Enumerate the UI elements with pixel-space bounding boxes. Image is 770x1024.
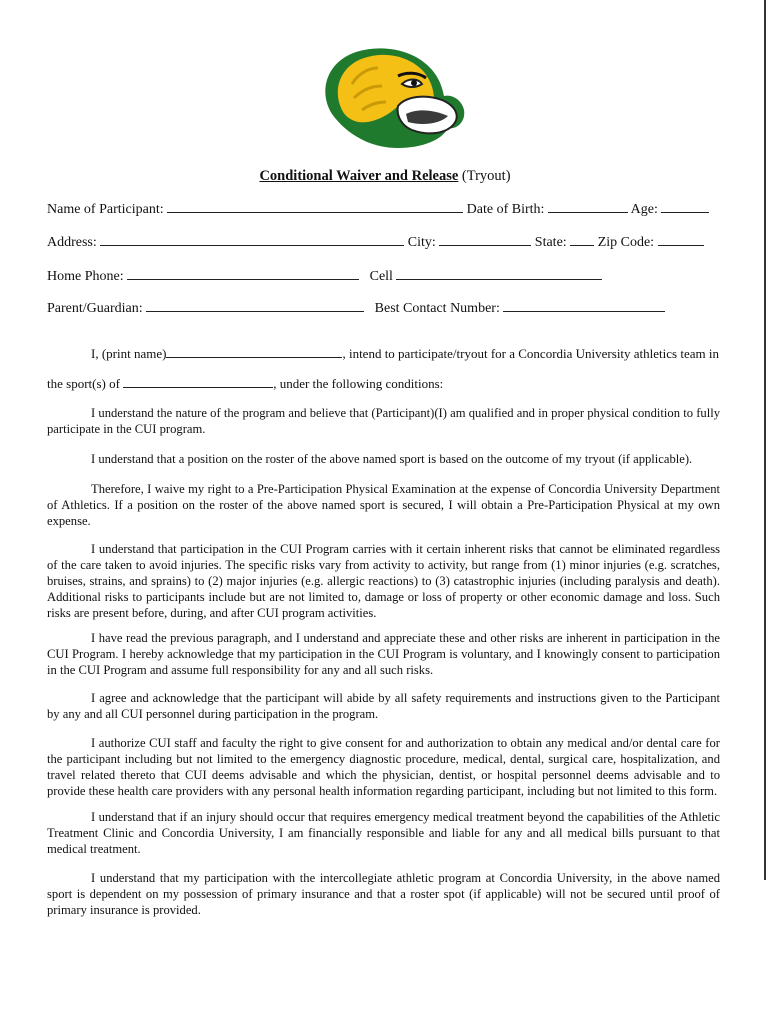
zip-label: Zip Code: (597, 235, 655, 250)
row-participant (47, 200, 709, 218)
home-phone-field[interactable] (127, 267, 359, 280)
row-address (47, 233, 704, 251)
best-contact-label: Best Contact Number: (374, 301, 500, 316)
address-label: Address: (47, 235, 97, 250)
intro-middle: , intend to participate/tryout for a Concordia University athletics team in (342, 346, 719, 361)
intro-line-2 (47, 375, 443, 392)
paragraph-qualified: I understand the nature of the program and believe that (Participant)(I) am qualified and in proper physical condition to fully participate in the CUI program. (47, 406, 720, 436)
state-field[interactable] (570, 233, 594, 246)
age-field[interactable] (661, 200, 709, 213)
cell-field[interactable] (396, 267, 602, 280)
paragraph-medical-consent: I authorize CUI staff and faculty the right to give consent for and authorization to obtain any medical and/or dental care for the participant including but not limited to the emergency diagnostic procedure, medical, dental, surgical care, hospitalization, and travel related thereto that CUI deems advisable and which the physician, dentist, or hospital personnel deems advisable and to provide these health care providers with any personal health information regarding participant, including but not limited to this form. (47, 736, 720, 798)
sport-suffix: , under the following conditions: (273, 376, 444, 391)
paragraph-financial: I understand that if an injury should occur that requires emergency medical treatment beyond the capabilities of the Athletic Treatment Clinic and Concordia University, I am financially responsible and liable for any and all medical bills pursuant to that medical treatment. (47, 810, 720, 856)
print-name-field[interactable] (166, 345, 342, 358)
city-field[interactable] (439, 233, 531, 246)
print-name-label: I, (print name) (91, 346, 167, 361)
guardian-label: Parent/Guardian: (47, 301, 143, 316)
best-contact-field[interactable] (503, 299, 665, 312)
zip-field[interactable] (658, 233, 704, 246)
paragraph-acknowledge-risks: I have read the previous paragraph, and I understand and appreciate these and other risks are inherent in participation in the CUI Program. I hereby acknowledge that my participation in the CUI Program is voluntary, and I knowingly consent to participation in the CUI Program and assume full responsibility for any and all such risks. (47, 631, 720, 677)
row-guardian (47, 299, 665, 317)
intro-line-1 (91, 345, 719, 362)
participant-field[interactable] (167, 200, 463, 213)
paragraph-risks: I understand that participation in the CUI Program carries with it certain inherent risks that cannot be eliminated regardless of the care taken to avoid injuries. The specific risks vary from activity to activity, but range from (1) minor injuries (e.g. scratches, bruises, strains, and sprains) to (2) major injuries (e.g. allergic reactions) to (3) catastrophic injuries (including paralysis and death). Additional risks to participants include but are not limited to, damage or loss of property or other economic damage and loss. Such risks are present before, during, and after CUI program activities. (47, 542, 720, 620)
form-title-suffix: (Tryout) (458, 168, 511, 184)
form-title-main: Conditional Waiver and Release (259, 168, 459, 184)
sport-field[interactable] (123, 375, 273, 388)
paragraph-safety: I agree and acknowledge that the participant will abide by all safety requirements and instructions given to the Participant by any and all CUI personnel during participation in the program. (47, 691, 720, 721)
guardian-field[interactable] (146, 299, 364, 312)
sport-label: the sport(s) of (47, 376, 120, 391)
eagle-mascot-logo (302, 44, 470, 156)
home-phone-label: Home Phone: (47, 269, 124, 284)
page-edge-line (764, 0, 766, 880)
paragraph-physical: Therefore, I waive my right to a Pre-Participation Physical Examination at the expense of Concordia University Department of Athletics. If a position on the roster of the above named sport is secured, I will obtain a Pre-Participation Physical at my own expense. (47, 482, 720, 528)
age-label: Age: (630, 202, 658, 217)
row-phone (47, 267, 602, 285)
address-field[interactable] (100, 233, 404, 246)
form-title (0, 168, 770, 185)
paragraph-roster: I understand that a position on the roster of the above named sport is based on the outcome of my tryout (if applicable). (91, 452, 693, 466)
paragraph-insurance: I understand that my participation with the intercollegiate athletic program at Concordia University, in the above named sport is dependent on my possession of primary insurance and that a roster spot (if applicable) will not be secured until proof of primary insurance is provided. (47, 871, 720, 917)
dob-label: Date of Birth: (466, 202, 545, 217)
participant-label: Name of Participant: (47, 202, 164, 217)
cell-label: Cell (369, 269, 393, 284)
city-label: City: (407, 235, 436, 250)
state-label: State: (534, 235, 567, 250)
dob-field[interactable] (548, 200, 628, 213)
